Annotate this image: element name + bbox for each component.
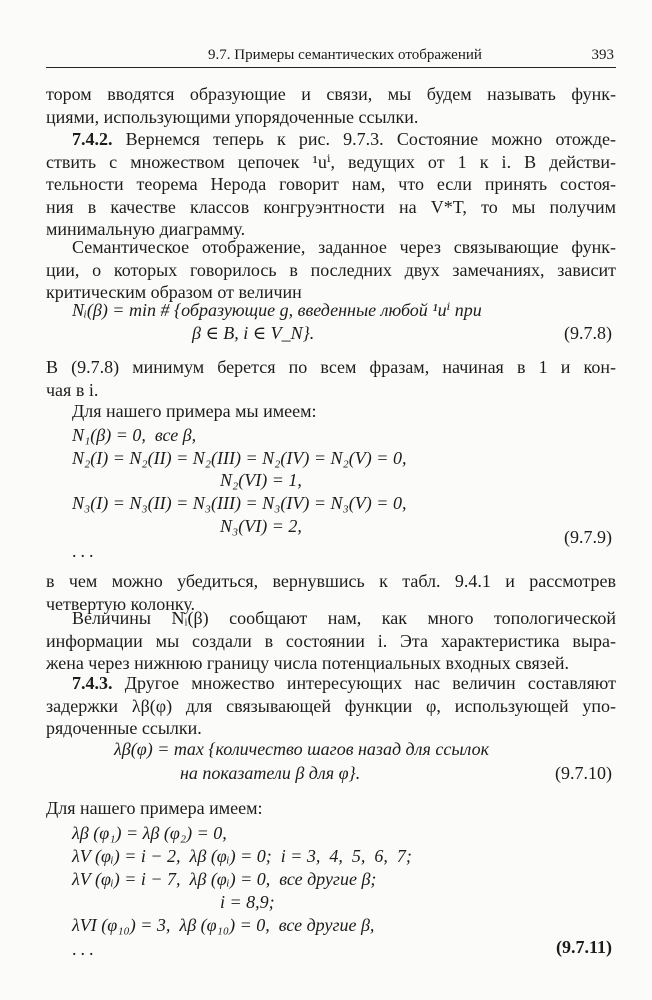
- paragraph-values: Величины Nᵢ(β) сообщают нам, как много топологической информации мы создали в состоянии i. Эта характеристика выра- жена через нижнюю границу числа потенциальных входных связей.: [46, 608, 616, 674]
- paragraph-minimum: В (9.7.8) минимум берется по всем фразам, начиная в 1 и кон- чая в i.: [46, 357, 616, 400]
- running-title: 9.7. Примеры семантических отображений: [208, 47, 482, 63]
- paragraph-example-intro-2: Для нашего примера имеем:: [46, 798, 263, 818]
- equation-number: (9.7.8): [564, 323, 612, 343]
- section-7-4-3: 7.4.3. Другое множество интересующих нас величин составляют задержки λβ(φ) для связывающей функции φ, использующей упо- рядоченные ссылки.: [46, 673, 616, 739]
- section-number: 7.4.3.: [72, 673, 113, 693]
- paragraph-continuation: тором вводятся образующие и связи, мы будем называть функ- циями, использующими упорядоченные ссылки.: [46, 84, 616, 127]
- book-page: 9.7. Примеры семантических отображений 393 тором вводятся образующие и связи, мы будем называть функ- циями, использующими упорядоченные ссылки. 7.4.2. Вернемся теперь к рис. 9.7.3. Состояние можно отожде- ствить с множеством цепочек ¹uⁱ, ведущих от 1 к i. В действи- тельности теорема Нерода говорит нам, что если принять состоя- ния в качестве классов конгруэнтности на V*T, то мы получим минимальную диаграмму. Семантическое отображение, заданное через связывающие функ- ции, о которых говорилось в последних двух замечаниях, зависит критическим образом от величин Nᵢ(β) = min # {образующие g, введенные любой ¹uⁱ при β ∈ B, i ∈ V_N}. (9.7.8) В (9.7.8) минимум берется по всем фразам, начиная в 1 и кон- чая в i. Для нашего примера мы имеем: N₁(β) = 0, все β, N₂(I) = N₂(II) = N₂(III) = N₂(IV) = N₂(V) = 0, N₂(VI) = 1, N₃(I) = N₃(II) = N₃(III) = N₃(IV) = N₃(V) = 0, N₃(VI) = 2, ... (9.7.9) в чем можно убедиться, вернувшись к табл. 9.4.1 и рассмотрев четвертую колонку. Величины Nᵢ(β) сообщают нам, как много топологической информации мы создали в состоянии i. Эта характеристика выра- жена через нижнюю границу числа потенциальных входных связей. 7.4.3. Другое множество интересующих нас величин составляют задержки λβ(φ) для связывающей функции φ, использующей упо- рядоченные ссылки. λβ(φ) = max {количество шагов назад для ссылок на показатели β для φ}. (9.7.10) Для нашего примера имеем: λβ (φ₁) = λβ (φ₂) = 0, λV (φᵢ) = i − 2, λβ (φᵢ) = 0; i = 3, 4, 5, 6, 7; λV (φᵢ) = i − 7, λβ (φᵢ) = 0, все другие β; i = 8,9; λVI (φ₁₀) = 3, λβ (φ₁₀) = 0, все другие β, ... (9.7.11): [46, 0, 616, 1000]
- equation-number: (9.7.10): [555, 763, 612, 783]
- page-header: [46, 43, 616, 68]
- paragraph-example-intro: Для нашего примера мы имеем:: [72, 401, 317, 421]
- equation-number: (9.7.9): [564, 527, 612, 547]
- page-number: 393: [591, 47, 614, 63]
- paragraph-check: в чем можно убедиться, вернувшись к табл. 9.4.1 и рассмотрев четвертую колонку.: [46, 571, 616, 614]
- equation-number: (9.7.11): [556, 937, 612, 957]
- section-7-4-2: 7.4.2. Вернемся теперь к рис. 9.7.3. Состояние можно отожде- ствить с множеством цепочек ¹uⁱ, ведущих от 1 к i. В действи- тельности теорема Нерода говорит нам, что если принять состоя- ния в качестве классов конгруэнтности на V*T, то мы получим минимальную диаграмму.: [46, 129, 616, 240]
- paragraph-semantic-map: Семантическое отображение, заданное через связывающие функ- ции, о которых говорилось в последних двух замечаниях, зависит критическим образом от величин: [46, 237, 616, 303]
- section-number: 7.4.2.: [72, 129, 113, 149]
